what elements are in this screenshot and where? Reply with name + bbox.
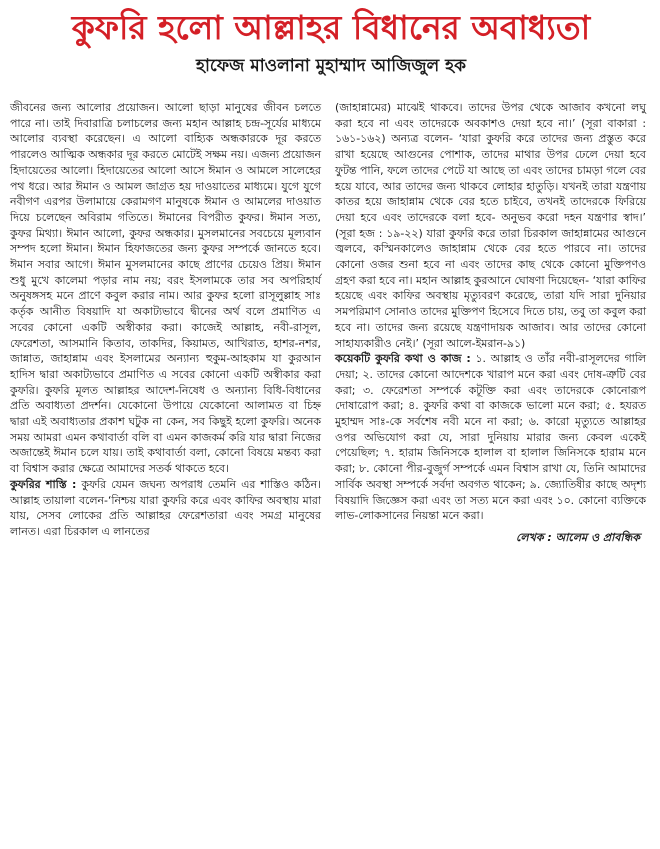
author-byline: হাফেজ মাওলানা মুহাম্মাদ আজিজুল হক	[196, 56, 466, 76]
paragraph	[10, 477, 321, 540]
left-column	[10, 100, 321, 546]
subheading: কুফরির শাস্তি :	[10, 477, 77, 491]
paragraph: জীবনের জন্য আলোর প্রয়োজন। আলো ছাড়া মানুষের জীবন চলতে পারে না। তাই দিবারাত্রি চলাচলের জন্য মহান আল্লাহ চন্দ্র-সূর্যের মাধ্যমে আলোর ব্যবস্থা করেছেন। এ আলো বাহ্যিক অন্ধকারকে দূর করতে পারলেও আত্মিক অন্ধকার দূর করতে মোটেই সক্ষম নয়। এজন্য প্রয়োজন হিদায়েতের আলো। হিদায়েতের আলো আসে ঈমান ও আমলে সালেহের পথ ধরে। আর ঈমান ও আমল জাগ্রত হয় দাওয়াতের মাধ্যমে। যুগে যুগে নবীগণ এরপর উলামায়ে কেরামগণ মানুষকে ঈমান ও আমলের দাওয়াত দিয়ে চলেছেন অবিরাম গতিতে। ঈমানের বিপরীত কুফর। ঈমান সত্য, কুফর মিথ্যা। ঈমান আলো, কুফর অন্ধকার। মুসলমানের সবচেয়ে মূল্যবান সম্পদ হলো ঈমান। ঈমান হিফাজতের জন্য কুফর সম্পর্কে জানতে হবে। ঈমান সবার আগে। ঈমান মুসলমানের কাছে প্রাণের চেয়েও প্রিয়। ঈমান শুধু মুখে কালেমা পড়ার নাম নয়; বরং ইসলামকে তার সব অপরিহার্য অনুষঙ্গসহ মনে প্রাণে কবুল করার নাম। আর কুফর হলো রাসূলুল্লাহ সাঃ কর্তৃক আনীত বিষয়াদি যা অকাট্যভাবে দ্বীনের অর্থ বলে প্রমাণিত এ সবের কোনো একটি অস্বীকার করা। কাজেই আল্লাহ, নবী-রাসূল, ফেরেশতা, আসমানি কিতাব, তাকদির, কিয়ামত, আখিরাত, হাশর-নশর, জান্নাত, জাহান্নাম এবং ইসলামের অন্যান্য হুকুম-আহকাম যা কুরআন হাদিস দ্বারা অকাট্যভাবে প্রমাণিত এ সবের কোনো একটি অস্বীকার করা কুফরি। কুফরি মূলত আল্লাহর আদেশ-নিষেধ ও অন্যান্য বিধি-বিধানের প্রতি অবাধ্যতা প্রদর্শন। যেকোনো উপায়ে যেকোনো আলামত বা চিহ্ন দ্বারা এই অবাধ্যতার প্রকাশ ঘটুক না কেন, সব কিছুই হলো কুফরি। অনেক সময় আমরা এমন কথাবার্তা বলি বা এমন কাজকর্ম করি যার দ্বারা নিজের অজান্তেই ঈমান চলে যায়। তাই কথাবার্তা বলা, কোনো বিষয়ে মন্তব্য করা বা বিশ্বাস করার ক্ষেত্রে আমাদের সতর্ক থাকতে হবে।	[10, 101, 321, 476]
right-column	[335, 100, 646, 546]
paragraph: (জাহান্নামের) মাঝেই থাকবে। তাদের উপর থেকে আজাব কখনো লঘু করা হবে না এবং তাদেরকে অবকাশও দেয়া হবে না।’ (সূরা বাকারা : ১৬১-১৬২) অন্যত্র বলেন- ‘যারা কুফরি করে তাদের জন্য প্রস্তুত করে রাখা হয়েছে আগুনের পোশাক, তাদের মাথার উপর ঢেলে দেয়া হবে ফুটন্ত পানি, ফলে তাদের পেটে যা আছে তা এবং তাদের চামড়া গলে বের হয়ে যাবে, আর তাদের জন্য থাকবে লোহার হাতুড়ি। যখনই তারা যন্ত্রণায় কাতর হয়ে জাহান্নাম থেকে বের হতে চাইবে, তখনই তাদেরকে ফিরিয়ে দেয়া হবে এবং তাদেরকে বলা হবে- অনুভব করো দহন যন্ত্রণার স্বাদ।’ (সূরা হজ : ১৯-২২) যারা কুফরি করে তারা চিরকাল জাহান্নামের আগুনে জ্বলবে, কস্মিনকালেও জাহান্নাম থেকে বের হতে পারবে না। তাদের কোনো ওজর শুনা হবে না এবং তাদের কাছ থেকে কোনো মুক্তিপণও গ্রহণ করা হবে না। মহান আল্লাহ কুরআনে ঘোষণা দিয়েছেন- ‘যারা কাফির হয়েছে এবং কাফির অবস্থায় মৃত্যুবরণ করেছে, তারা যদি সারা দুনিয়ার সমপরিমাণ সোনাও তাদের মুক্তিপণ হিসেবে দিতে চায়, তবু তা কবুল করা হবে না। তাদের জন্য রয়েছে যন্ত্রণাদায়ক আজাব। আর তাদের কোনো সাহায্যকারীও নেই।’ (সূরা আলে-ইমরান-৯১)	[335, 101, 646, 350]
article-body	[10, 100, 652, 546]
paragraph-text: ১. আল্লাহ ও তাঁর নবী-রাসূলদের গালি দেয়া; ২. তাদের কোনো আদেশকে খারাপ মনে করা এবং দোষ-ত্রুটি বের করা; ৩. ফেরেশতা সম্পর্কে কটূক্তি করা এবং তাদেরকে কোনোরূপ দোষারোপ করা; ৪. কুফরি কথা বা কাজকে ভালো মনে করা; ৫. হযরত মুহাম্মদ সাঃ-কে সর্বশেষ নবী মনে না করা; ৬. কারো মৃত্যুতে আল্লাহর ওপর অভিযোগ করা যে, সারা দুনিয়ায় মারার জন্য কেবল একেই পেয়েছিল; ৭. হারাম জিনিসকে হালাল বা হালাল জিনিসকে হারাম মনে করা; ৮. কোনো পীর-বুজুর্গ সম্পর্কে এমন বিশ্বাস রাখা যে, তিনি আমাদের সার্বিক অবস্থা সম্পর্কে সর্বদা অবগত থাকেন; ৯. জ্যোতিষীর কাছে অদৃশ্য বিষয়াদি জিজ্ঞেস করা এবং তা সত্য মনে করা এবং ১০. কোনো ব্যক্তিকে লাভ-লোকসানের নিয়ন্তা মনে করা।	[335, 352, 646, 523]
paragraph	[335, 351, 646, 524]
author-note: লেখক : আলেম ও প্রাবন্ধিক	[515, 530, 640, 544]
subheading: কয়েকটি কুফরি কথা ও কাজ :	[335, 352, 471, 366]
paragraph-text: কুফরি যেমন জঘন্য অপরাধ তেমনি এর শাস্তিও কঠিন। আল্লাহ তায়ালা বলেন-‘নিশ্চয় যারা কুফরি করে এবং কাফির অবস্থায় মারা যায়, সেসব লোকের প্রতি আল্লাহর ফেরেশতারা এবং সমগ্র মানুষের লানত। এরা চিরকাল এ লানতের	[10, 477, 321, 538]
headline: কুফরি হলো আল্লাহর বিধানের অবাধ্যতা	[71, 8, 591, 47]
